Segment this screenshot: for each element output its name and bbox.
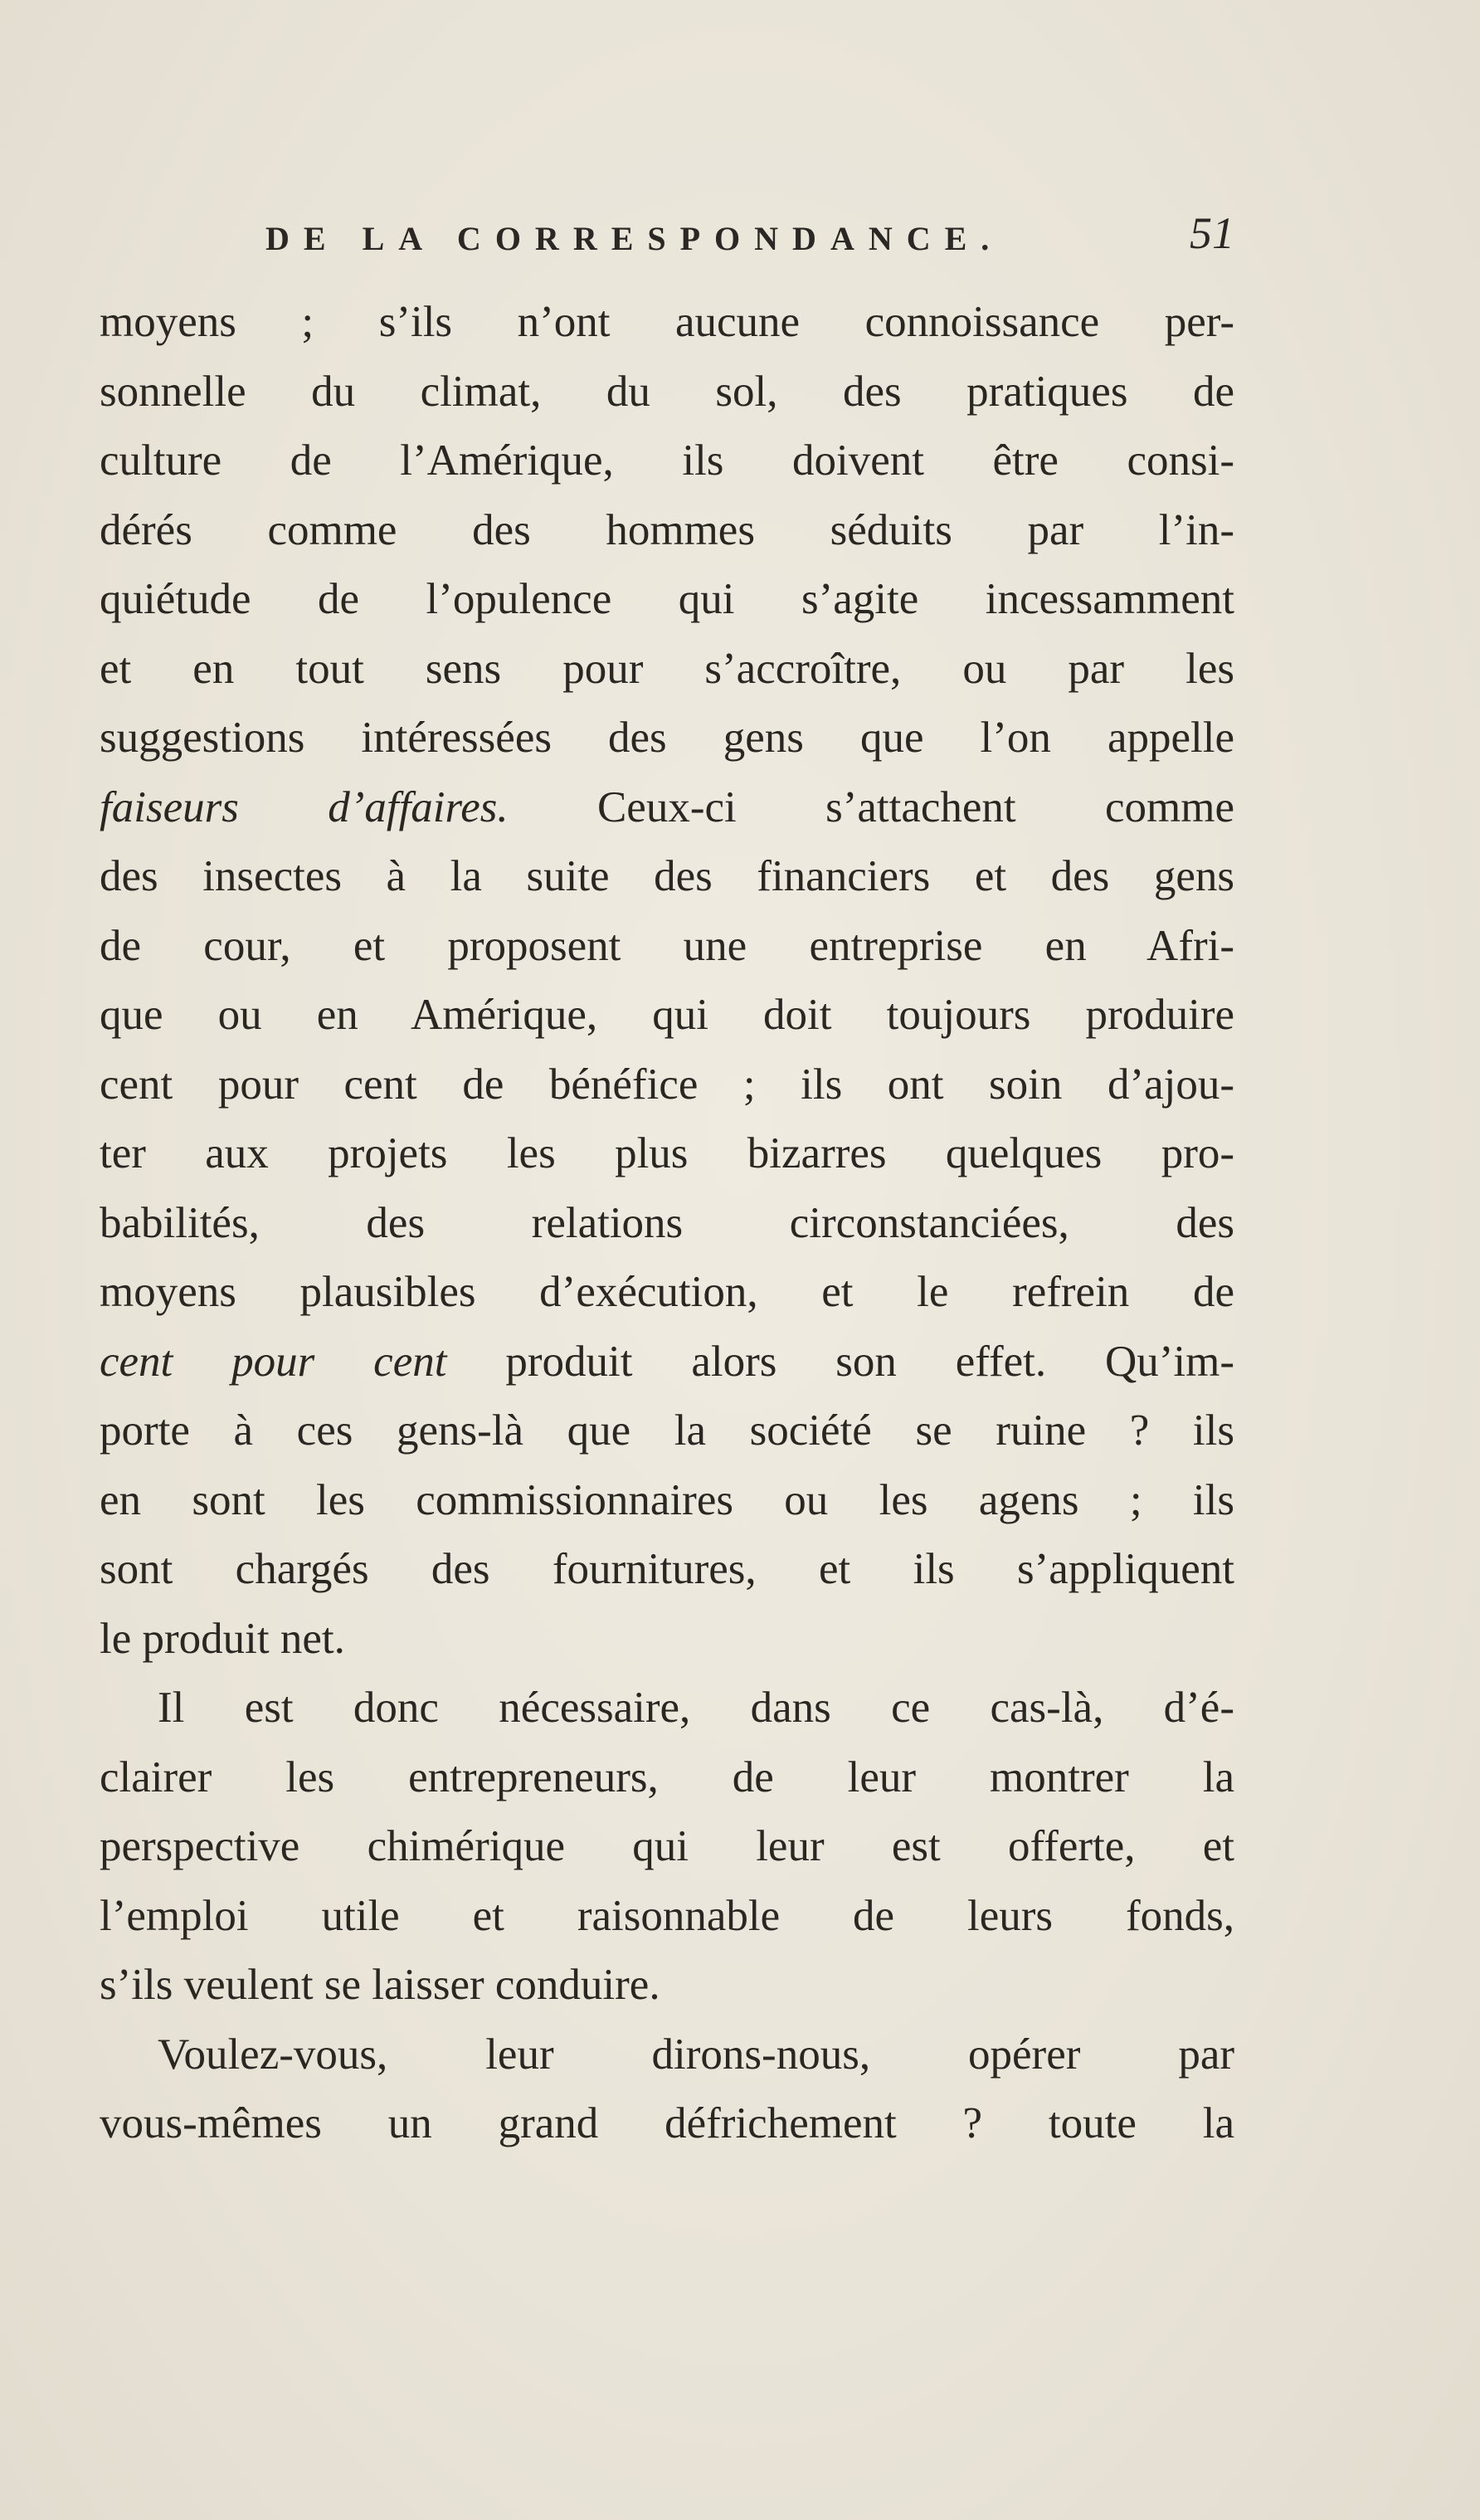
text-line <box>100 2089 1234 2159</box>
text-line <box>100 704 1234 773</box>
text-segment: vous-mêmes un grand défrichement ? toute la <box>100 2099 1234 2147</box>
text-line <box>100 496 1234 566</box>
text-segment: moyens ; s’ils n’ont aucune connoissance per- <box>100 298 1234 346</box>
text-segment: produit alors son effet. Qu’im- <box>446 1337 1234 1386</box>
text-line <box>100 1466 1234 1536</box>
text-line <box>100 1535 1234 1605</box>
text-line <box>100 635 1234 704</box>
text-line <box>100 842 1234 912</box>
text-segment: en sont les commissionnaires ou les agens ; ils <box>100 1475 1234 1524</box>
text-line <box>100 1258 1234 1328</box>
text-segment: Ceux-ci s’attachent comme <box>508 782 1234 831</box>
text-segment: le produit net. <box>100 1614 345 1663</box>
text-line <box>100 1189 1234 1259</box>
text-line <box>100 773 1234 843</box>
text-line <box>100 981 1234 1050</box>
text-line <box>100 1396 1234 1466</box>
text-segment: quiétude de l’opulence qui s’agite incessamment <box>100 575 1234 623</box>
text-line <box>100 1951 1234 2020</box>
text-segment: ter aux projets les plus bizarres quelques pro- <box>100 1129 1234 1177</box>
text-segment: clairer les entrepreneurs, de leur montrer la <box>100 1752 1234 1801</box>
text-line <box>100 1050 1234 1120</box>
text-line <box>100 1882 1234 1952</box>
text-segment: l’emploi utile et raisonnable de leurs fonds, <box>100 1891 1234 1940</box>
running-head: DE LA CORRESPONDANCE. <box>265 220 1004 257</box>
italic-phrase: cent pour cent <box>100 1337 447 1386</box>
text-segment: culture de l’Amérique, ils doivent être consi- <box>100 436 1234 485</box>
text-segment: Voulez-vous, leur dirons-nous, opérer par <box>158 2030 1234 2079</box>
text-line <box>100 1743 1234 1813</box>
text-line <box>100 1812 1234 1882</box>
text-segment: perspective chimérique qui leur est offerte, et <box>100 1822 1234 1870</box>
text-segment: et en tout sens pour s’accroître, ou par les <box>100 644 1234 693</box>
text-segment: que ou en Amérique, qui doit toujours produire <box>100 991 1234 1039</box>
text-segment: suggestions intéressées des gens que l’on appelle <box>100 714 1234 762</box>
text-segment: porte à ces gens-là que la société se ruine ? ils <box>100 1406 1234 1455</box>
text-segment: de cour, et proposent une entreprise en Afri- <box>100 921 1234 970</box>
text-segment: sont chargés des fournitures, et ils s’appliquent <box>100 1545 1234 1593</box>
text-segment: dérés comme des hommes séduits par l’in- <box>100 505 1234 554</box>
text-line <box>100 912 1234 982</box>
text-line <box>100 358 1234 427</box>
page-header <box>100 207 1234 274</box>
text-line <box>100 1119 1234 1189</box>
text-segment: Il est donc nécessaire, dans ce cas-là, d’é- <box>158 1684 1234 1732</box>
page-number: 51 <box>1190 208 1234 258</box>
text-line <box>100 1605 1234 1674</box>
italic-phrase: faiseurs d’affaires. <box>100 782 509 831</box>
text-segment: s’ils veulent se laisser conduire. <box>100 1961 660 2009</box>
text-segment: babilités, des relations circonstanciées, des <box>100 1198 1234 1247</box>
text-line <box>100 1674 1234 1743</box>
text-line <box>100 426 1234 496</box>
text-segment: cent pour cent de bénéfice ; ils ont soin d’ajou- <box>100 1060 1234 1109</box>
text-segment: moyens plausibles d’exécution, et le refrein de <box>100 1268 1234 1316</box>
text-segment: sonnelle du climat, du sol, des pratiques de <box>100 367 1234 416</box>
body-text <box>100 288 1234 2159</box>
text-segment: des insectes à la suite des financiers et des gens <box>100 852 1234 900</box>
text-line <box>100 288 1234 358</box>
text-line <box>100 565 1234 635</box>
text-line <box>100 2020 1234 2090</box>
text-line <box>100 1328 1234 1397</box>
